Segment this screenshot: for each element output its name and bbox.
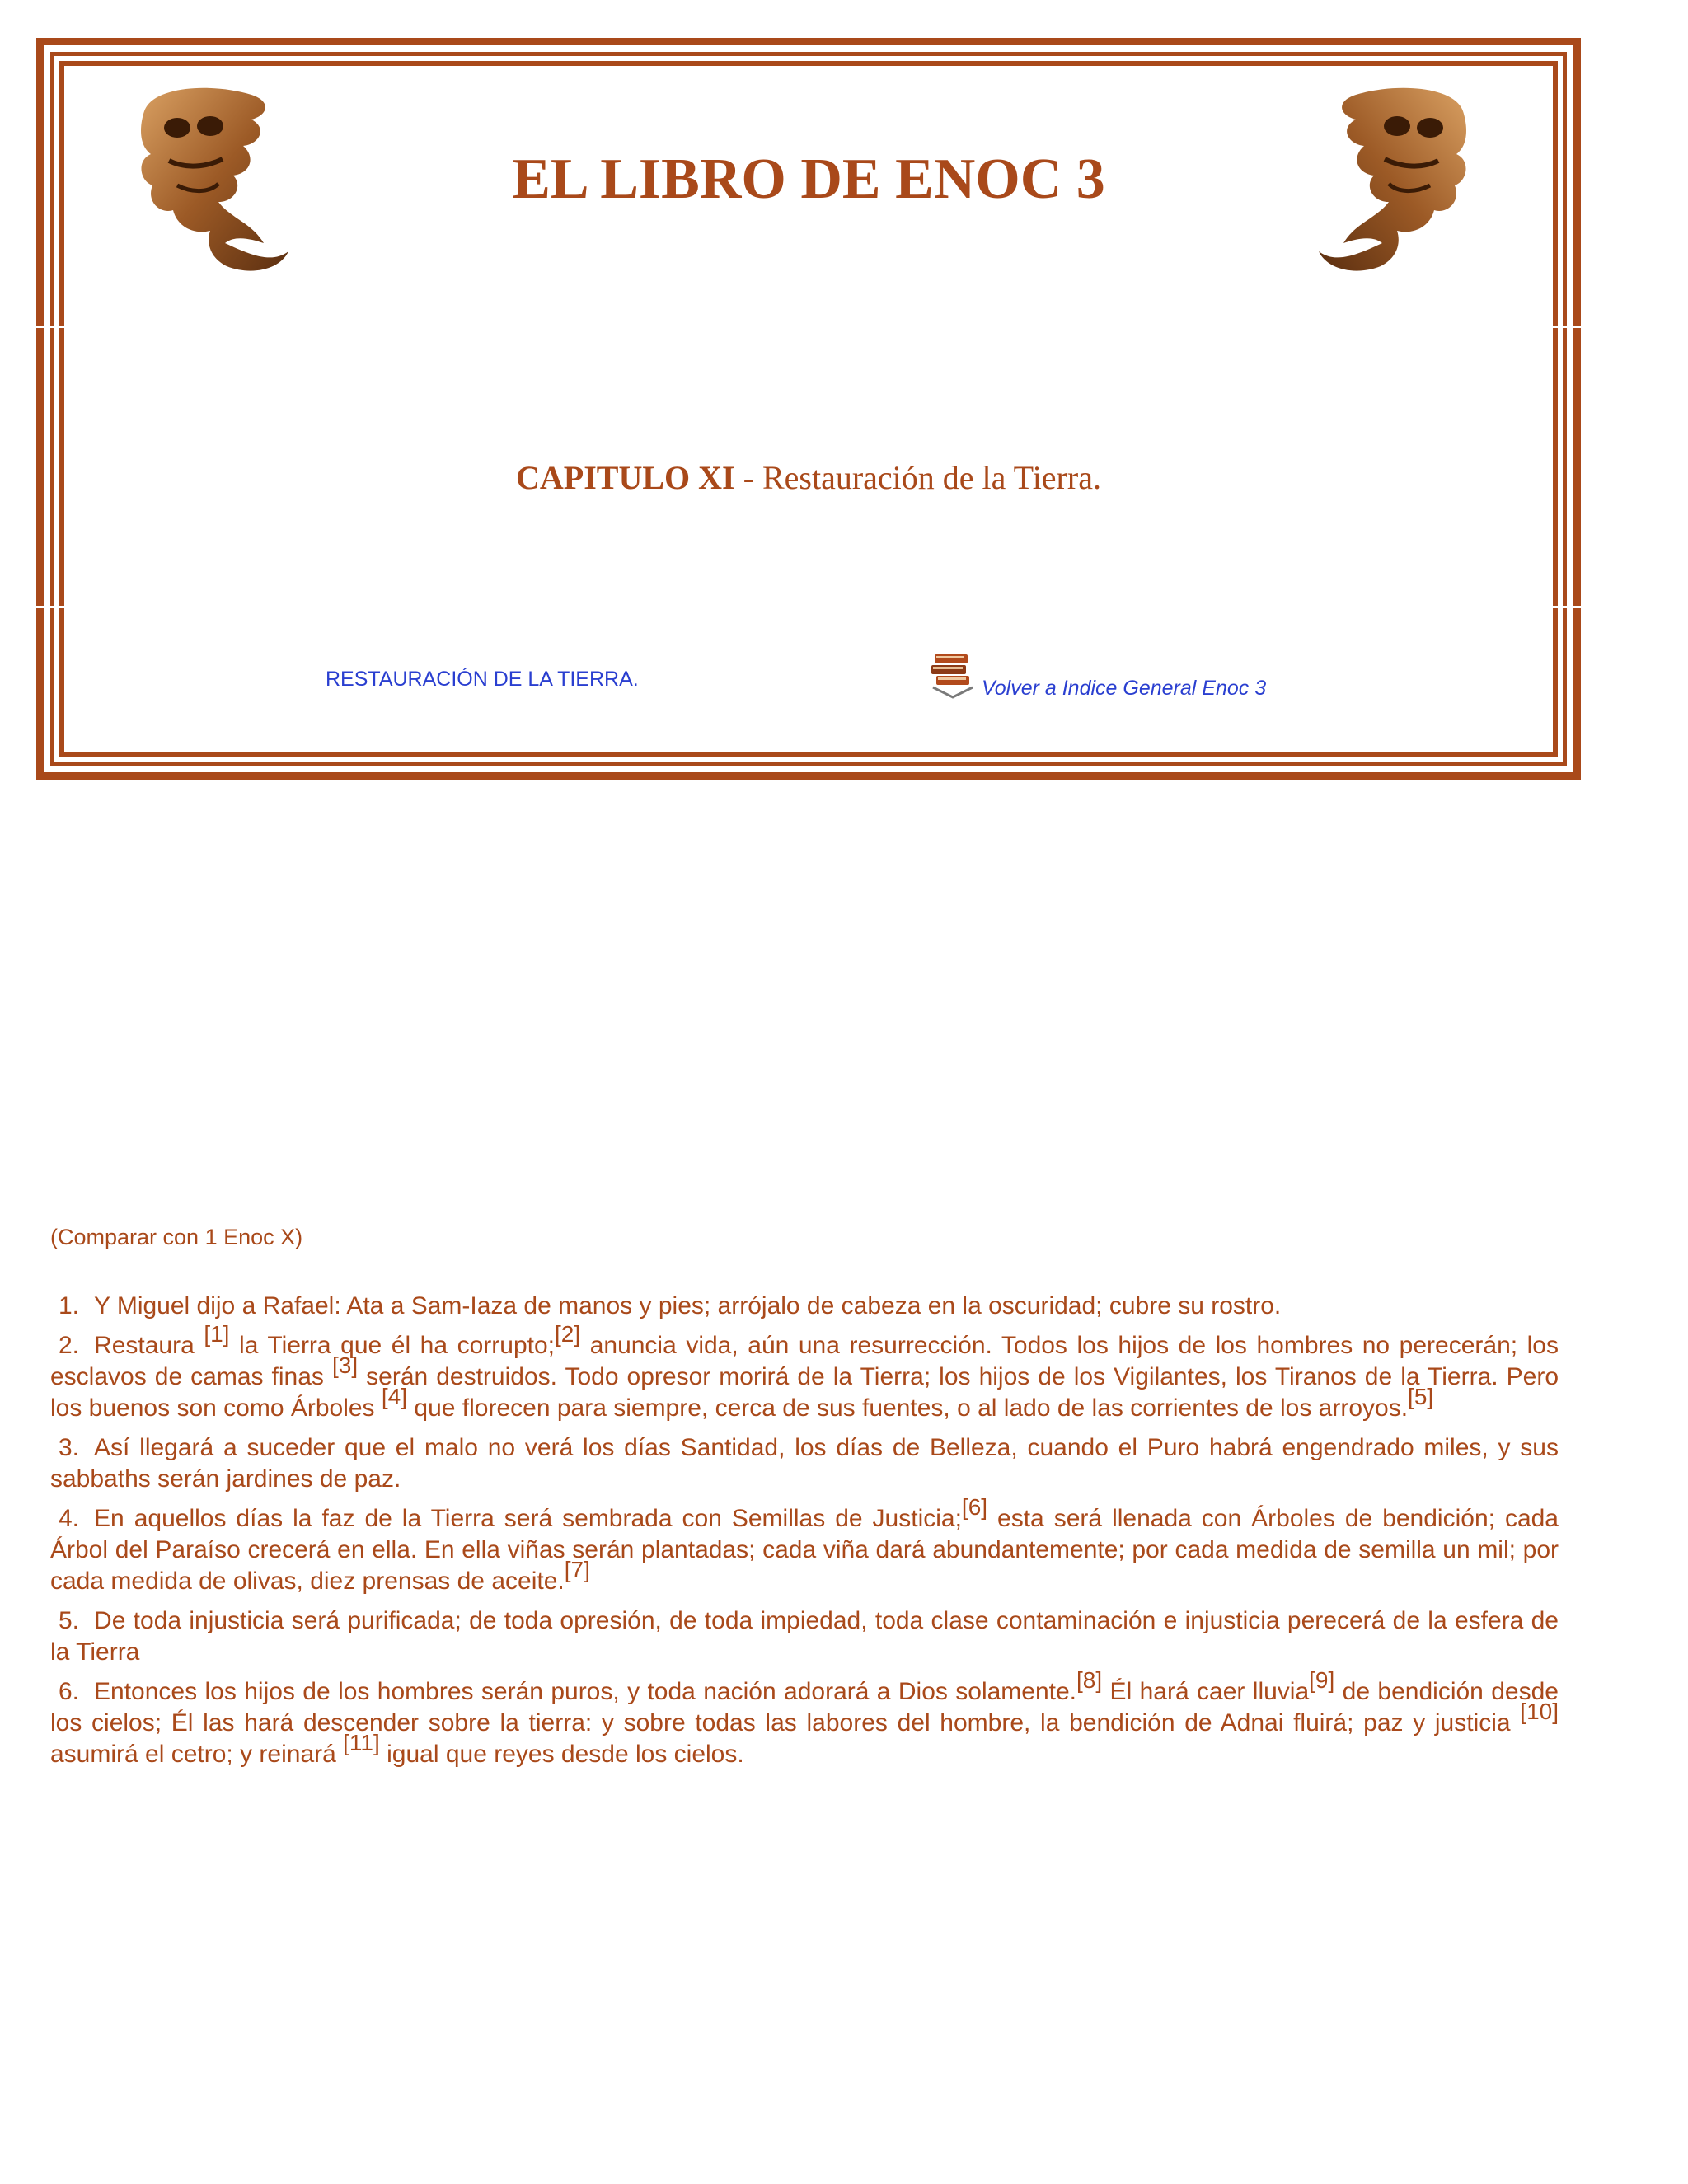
footnote-ref[interactable]: [8] <box>1076 1667 1103 1693</box>
footnote-ref[interactable]: [2] <box>555 1321 581 1347</box>
verse-text: que florecen para siempre, cerca de sus fuentes, o al lado de las corrientes de los arroyos. <box>407 1394 1409 1422</box>
footnote-ref[interactable]: [11] <box>343 1730 380 1755</box>
verse-item <box>50 1432 1559 1495</box>
verse-list <box>50 1291 1559 1779</box>
verse-number: 2. <box>59 1332 80 1359</box>
footnote-ref[interactable]: [3] <box>331 1352 359 1378</box>
verse-text: anuncia vida, aún una resurrección. Todos los hijos de los hombres no perecerán; los esclavos de camas finas <box>50 1332 1559 1390</box>
verse-text: esta será llenada con Árboles de bendición; cada Árbol del Paraíso crecerá en ella. En ella viñas serán plantadas; cada viña dará abundantemente; por cada medida de semilla un mil; por cada medida de olivas, diez prensas de aceite. <box>50 1505 1559 1595</box>
verse-text: Así llegará a suceder que el malo no verá los días Santidad, los días de Belleza, cuando el Puro habrá engendrado miles, y sus sabbaths serán jardines de paz. <box>50 1434 1559 1493</box>
chapter-heading <box>0 458 1617 497</box>
verse-text: Restaura <box>94 1332 204 1359</box>
frame-divider-tick <box>1548 606 1581 608</box>
footnote-ref[interactable]: [6] <box>961 1494 988 1520</box>
footnote-ref[interactable]: [1] <box>204 1321 230 1347</box>
verse-number: 1. <box>59 1292 80 1319</box>
verse-item <box>50 1494 1559 1597</box>
verse-text: asumirá el cetro; y reinará <box>50 1741 344 1768</box>
back-link-label: Volver a Indice General Enoc 3 <box>982 677 1267 700</box>
footnote-ref[interactable]: [10] <box>1520 1699 1559 1724</box>
verse-text: la Tierra que él ha corrupto; <box>229 1332 555 1359</box>
chapter-subtitle: Restauración de la Tierra. <box>762 459 1101 496</box>
verse-text: En aquellos días la faz de la Tierra será sembrada con Semillas de Justicia; <box>94 1505 962 1532</box>
frame-divider-tick <box>36 326 69 328</box>
verse-text: igual que reyes desde los cielos. <box>379 1741 744 1768</box>
compare-note: (Comparar con 1 Enoc X) <box>50 1225 303 1249</box>
verse-item <box>50 1605 1559 1668</box>
verse-text: De toda injusticia será purificada; de toda opresión, de toda impiedad, toda clase contaminación e injusticia perecerá de la esfera de la Tierra <box>50 1607 1559 1666</box>
footnote-ref[interactable]: [9] <box>1309 1667 1335 1693</box>
footnote-ref[interactable]: [7] <box>564 1557 590 1582</box>
books-icon <box>930 651 975 701</box>
verse-number: 4. <box>59 1505 80 1532</box>
verse-number: 6. <box>59 1678 80 1705</box>
verse-item <box>50 1291 1559 1322</box>
frame-divider-tick <box>1548 326 1581 328</box>
footnote-ref[interactable]: [4] <box>381 1384 408 1409</box>
verse-text: de bendición desde los cielos; Él las hará descender sobre la tierra: y sobre todas las labores del hombre, la bendición de Adnai fluirá; paz y justicia <box>50 1678 1559 1736</box>
verse-number: 5. <box>59 1607 80 1634</box>
section-link[interactable]: RESTAURACIÓN DE LA TIERRA. <box>326 668 639 691</box>
verse-number: 3. <box>59 1434 80 1461</box>
verse-text: serán destruidos. Todo opresor morirá de la Tierra; los hijos de los Vigilantes, los Tiranos de la Tierra. Pero los buenos son como Árboles <box>50 1363 1559 1422</box>
verse-text: Él hará caer lluvia <box>1102 1678 1310 1705</box>
back-to-index-link[interactable] <box>930 651 1266 701</box>
verse-item <box>50 1667 1559 1770</box>
frame-divider-tick <box>36 606 69 608</box>
footnote-ref[interactable]: [5] <box>1408 1384 1434 1409</box>
verse-text: Y Miguel dijo a Rafael: Ata a Sam-Iaza de manos y pies; arrójalo de cabeza en la oscuridad; cubre su rostro. <box>94 1292 1282 1319</box>
chapter-separator: - <box>734 459 762 496</box>
page-title: EL LIBRO DE ENOC 3 <box>512 148 1105 211</box>
chapter-label: CAPITULO XI <box>516 459 735 496</box>
verse-item <box>50 1321 1559 1424</box>
verse-text: Entonces los hijos de los hombres serán puros, y toda nación adorará a Dios solamente. <box>94 1678 1077 1705</box>
